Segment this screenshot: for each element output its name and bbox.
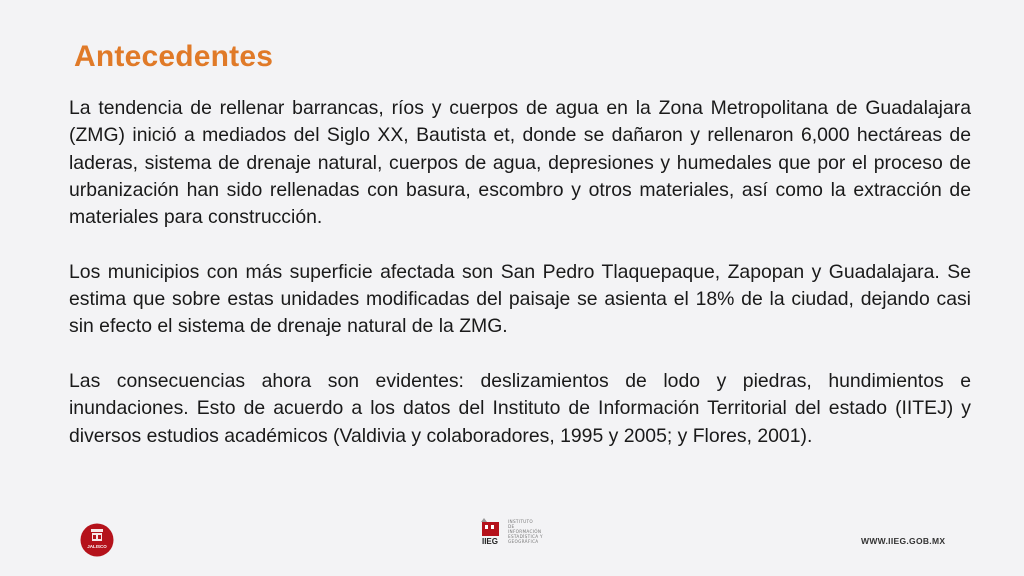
iieg-logo	[477, 516, 552, 554]
slide-body	[69, 95, 971, 477]
iieg-logo-text: INSTITUTO DE INFORMACIÓN ESTADÍSTICA Y GEOGRÁFICA	[508, 519, 543, 544]
paragraph-2: Los municipios con más superficie afectada son San Pedro Tlaquepaque, Zapopan y Guadalajara. Se estima que sobre estas unidades modificadas del paisaje se asienta el 18% de la ciudad, dejando casi sin efecto el sistema de drenaje natural de la ZMG.	[69, 260, 971, 338]
jalisco-logo	[80, 521, 114, 559]
jalisco-logo-text: JALISCO	[87, 544, 107, 549]
website-url[interactable]: WWW.IIEG.GOB.MX	[861, 536, 946, 546]
iieg-mark-text: IIEG	[481, 537, 499, 546]
paragraph-3: Las consecuencias ahora son evidentes: deslizamientos de lodo y piedras, hundimientos e inundaciones. Esto de acuerdo a los datos del Instituto de Información Territorial del estado (IITEJ) y diversos estudios académicos (Valdivia y colaboradores, 1995 y 2005; y Flores, 2001).	[69, 369, 971, 447]
paragraph-1: La tendencia de rellenar barrancas, ríos y cuerpos de agua en la Zona Metropolitana de Guadalajara (ZMG) inició a mediados del Siglo XX, Bautista et, donde se dañaron y rellenaron 6,000 hectáreas de laderas, sistema de drenaje natural, cuerpos de agua, depresiones y humedales que por el proceso de urbanización han sido rellenadas con basura, escombro y otros materiales, así como la extracción de materiales para construcción.	[69, 97, 971, 229]
iieg-mark-icon	[477, 516, 503, 552]
slide-title: Antecedentes	[74, 40, 274, 73]
